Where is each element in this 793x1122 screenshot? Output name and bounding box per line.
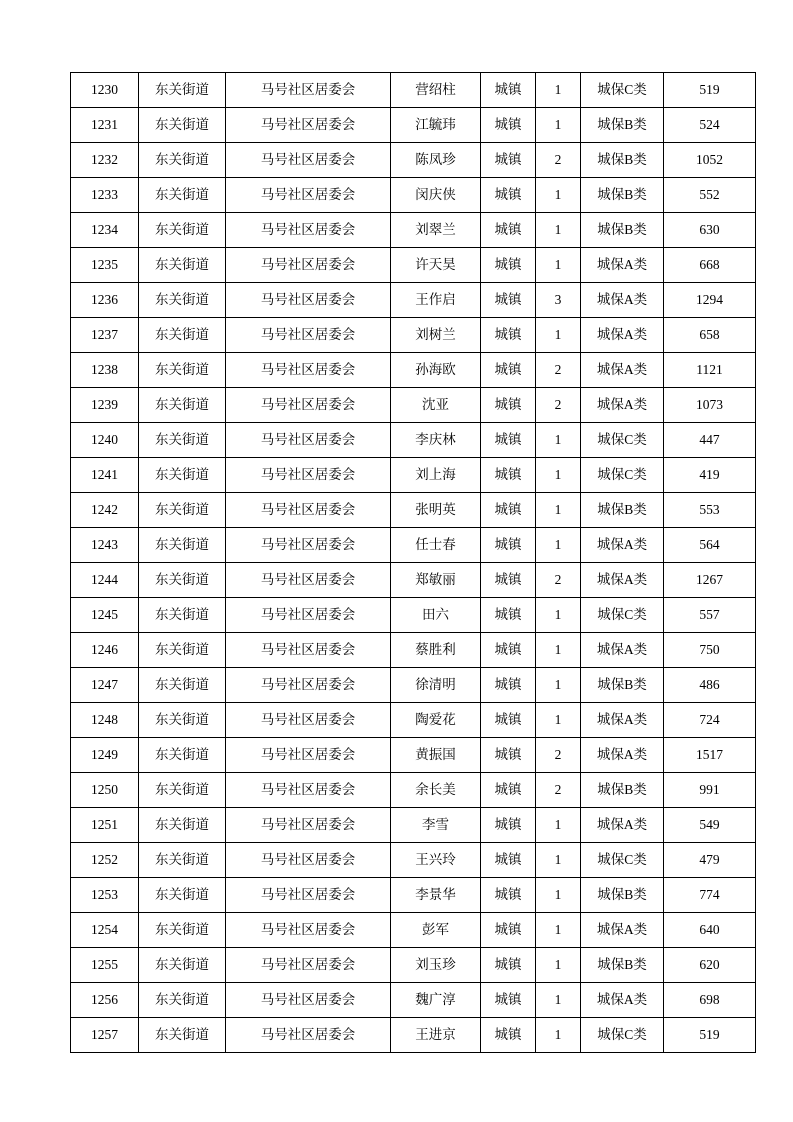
table-row — [71, 493, 756, 528]
cell-amount: 557 — [664, 598, 756, 633]
cell-id: 1247 — [71, 668, 139, 703]
cell-name: 营绍柱 — [391, 73, 481, 108]
table-row — [71, 808, 756, 843]
cell-street: 东关街道 — [139, 248, 226, 283]
cell-name: 孙海欧 — [391, 353, 481, 388]
table-row — [71, 843, 756, 878]
cell-amount: 1073 — [664, 388, 756, 423]
cell-people: 1 — [536, 598, 581, 633]
cell-id: 1253 — [71, 878, 139, 913]
cell-category: 城保B类 — [581, 108, 664, 143]
cell-household: 城镇 — [481, 493, 536, 528]
cell-name: 郑敏丽 — [391, 563, 481, 598]
cell-street: 东关街道 — [139, 178, 226, 213]
cell-street: 东关街道 — [139, 458, 226, 493]
cell-id: 1244 — [71, 563, 139, 598]
cell-id: 1234 — [71, 213, 139, 248]
cell-category: 城保A类 — [581, 528, 664, 563]
cell-community: 马号社区居委会 — [226, 423, 391, 458]
cell-category: 城保B类 — [581, 948, 664, 983]
cell-category: 城保A类 — [581, 563, 664, 598]
cell-id: 1245 — [71, 598, 139, 633]
cell-category: 城保A类 — [581, 738, 664, 773]
cell-id: 1235 — [71, 248, 139, 283]
cell-street: 东关街道 — [139, 1018, 226, 1053]
cell-name: 张明英 — [391, 493, 481, 528]
cell-name: 沈亚 — [391, 388, 481, 423]
cell-category: 城保A类 — [581, 283, 664, 318]
cell-people: 2 — [536, 143, 581, 178]
cell-name: 刘玉珍 — [391, 948, 481, 983]
cell-amount: 1517 — [664, 738, 756, 773]
cell-name: 蔡胜利 — [391, 633, 481, 668]
cell-community: 马号社区居委会 — [226, 213, 391, 248]
cell-amount: 486 — [664, 668, 756, 703]
table-row — [71, 143, 756, 178]
cell-id: 1252 — [71, 843, 139, 878]
cell-community: 马号社区居委会 — [226, 808, 391, 843]
cell-category: 城保A类 — [581, 248, 664, 283]
cell-amount: 698 — [664, 983, 756, 1018]
cell-household: 城镇 — [481, 948, 536, 983]
cell-street: 东关街道 — [139, 703, 226, 738]
cell-street: 东关街道 — [139, 73, 226, 108]
cell-people: 1 — [536, 318, 581, 353]
cell-id: 1240 — [71, 423, 139, 458]
cell-household: 城镇 — [481, 668, 536, 703]
cell-amount: 750 — [664, 633, 756, 668]
cell-household: 城镇 — [481, 598, 536, 633]
cell-category: 城保A类 — [581, 388, 664, 423]
cell-street: 东关街道 — [139, 528, 226, 563]
cell-category: 城保C类 — [581, 843, 664, 878]
cell-id: 1237 — [71, 318, 139, 353]
cell-street: 东关街道 — [139, 633, 226, 668]
cell-name: 刘上海 — [391, 458, 481, 493]
cell-id: 1233 — [71, 178, 139, 213]
cell-household: 城镇 — [481, 143, 536, 178]
cell-people: 1 — [536, 668, 581, 703]
cell-household: 城镇 — [481, 528, 536, 563]
cell-amount: 524 — [664, 108, 756, 143]
cell-people: 1 — [536, 108, 581, 143]
cell-street: 东关街道 — [139, 353, 226, 388]
cell-name: 李景华 — [391, 878, 481, 913]
table-row — [71, 633, 756, 668]
table-row — [71, 388, 756, 423]
table-row — [71, 178, 756, 213]
cell-household: 城镇 — [481, 108, 536, 143]
table-row — [71, 528, 756, 563]
cell-community: 马号社区居委会 — [226, 108, 391, 143]
cell-household: 城镇 — [481, 773, 536, 808]
cell-amount: 549 — [664, 808, 756, 843]
cell-id: 1236 — [71, 283, 139, 318]
cell-community: 马号社区居委会 — [226, 388, 391, 423]
cell-street: 东关街道 — [139, 143, 226, 178]
cell-people: 1 — [536, 843, 581, 878]
cell-category: 城保B类 — [581, 213, 664, 248]
table-row — [71, 318, 756, 353]
cell-category: 城保B类 — [581, 668, 664, 703]
cell-category: 城保B类 — [581, 773, 664, 808]
cell-household: 城镇 — [481, 353, 536, 388]
cell-street: 东关街道 — [139, 493, 226, 528]
cell-people: 1 — [536, 878, 581, 913]
cell-household: 城镇 — [481, 178, 536, 213]
cell-household: 城镇 — [481, 878, 536, 913]
cell-id: 1230 — [71, 73, 139, 108]
cell-community: 马号社区居委会 — [226, 738, 391, 773]
cell-category: 城保C类 — [581, 598, 664, 633]
cell-category: 城保B类 — [581, 178, 664, 213]
cell-people: 2 — [536, 773, 581, 808]
cell-community: 马号社区居委会 — [226, 318, 391, 353]
cell-community: 马号社区居委会 — [226, 178, 391, 213]
cell-name: 王作启 — [391, 283, 481, 318]
cell-name: 魏广淳 — [391, 983, 481, 1018]
cell-id: 1256 — [71, 983, 139, 1018]
cell-id: 1249 — [71, 738, 139, 773]
cell-id: 1231 — [71, 108, 139, 143]
cell-community: 马号社区居委会 — [226, 563, 391, 598]
cell-category: 城保A类 — [581, 913, 664, 948]
cell-amount: 1294 — [664, 283, 756, 318]
cell-people: 1 — [536, 633, 581, 668]
cell-name: 刘树兰 — [391, 318, 481, 353]
cell-id: 1254 — [71, 913, 139, 948]
cell-household: 城镇 — [481, 1018, 536, 1053]
cell-street: 东关街道 — [139, 738, 226, 773]
cell-category: 城保A类 — [581, 808, 664, 843]
cell-community: 马号社区居委会 — [226, 528, 391, 563]
cell-name: 刘翠兰 — [391, 213, 481, 248]
cell-people: 1 — [536, 948, 581, 983]
cell-street: 东关街道 — [139, 668, 226, 703]
cell-people: 1 — [536, 1018, 581, 1053]
cell-name: 闵庆侠 — [391, 178, 481, 213]
cell-amount: 1121 — [664, 353, 756, 388]
cell-name: 李雪 — [391, 808, 481, 843]
cell-name: 田六 — [391, 598, 481, 633]
cell-community: 马号社区居委会 — [226, 633, 391, 668]
table-row — [71, 458, 756, 493]
cell-amount: 668 — [664, 248, 756, 283]
cell-street: 东关街道 — [139, 283, 226, 318]
cell-category: 城保B类 — [581, 493, 664, 528]
cell-amount: 553 — [664, 493, 756, 528]
table-row — [71, 983, 756, 1018]
cell-people: 1 — [536, 178, 581, 213]
cell-community: 马号社区居委会 — [226, 668, 391, 703]
cell-household: 城镇 — [481, 423, 536, 458]
table-row — [71, 668, 756, 703]
table-row — [71, 108, 756, 143]
table-row — [71, 738, 756, 773]
cell-people: 2 — [536, 738, 581, 773]
cell-people: 2 — [536, 353, 581, 388]
table-row — [71, 283, 756, 318]
cell-community: 马号社区居委会 — [226, 73, 391, 108]
cell-amount: 658 — [664, 318, 756, 353]
cell-people: 1 — [536, 493, 581, 528]
cell-community: 马号社区居委会 — [226, 773, 391, 808]
table-row — [71, 1018, 756, 1053]
table-row — [71, 773, 756, 808]
cell-amount: 519 — [664, 1018, 756, 1053]
cell-amount: 479 — [664, 843, 756, 878]
cell-people: 1 — [536, 458, 581, 493]
cell-people: 2 — [536, 388, 581, 423]
cell-street: 东关街道 — [139, 773, 226, 808]
cell-street: 东关街道 — [139, 318, 226, 353]
cell-amount: 564 — [664, 528, 756, 563]
cell-people: 1 — [536, 703, 581, 738]
table-row — [71, 563, 756, 598]
cell-community: 马号社区居委会 — [226, 353, 391, 388]
cell-category: 城保C类 — [581, 73, 664, 108]
table-row — [71, 353, 756, 388]
cell-people: 1 — [536, 808, 581, 843]
cell-street: 东关街道 — [139, 948, 226, 983]
cell-household: 城镇 — [481, 983, 536, 1018]
cell-amount: 419 — [664, 458, 756, 493]
cell-household: 城镇 — [481, 913, 536, 948]
cell-category: 城保A类 — [581, 703, 664, 738]
cell-id: 1239 — [71, 388, 139, 423]
cell-name: 徐清明 — [391, 668, 481, 703]
cell-community: 马号社区居委会 — [226, 283, 391, 318]
cell-id: 1246 — [71, 633, 139, 668]
cell-category: 城保C类 — [581, 458, 664, 493]
cell-street: 东关街道 — [139, 108, 226, 143]
cell-community: 马号社区居委会 — [226, 843, 391, 878]
cell-people: 1 — [536, 73, 581, 108]
cell-category: 城保A类 — [581, 983, 664, 1018]
table-row — [71, 248, 756, 283]
cell-name: 任士春 — [391, 528, 481, 563]
cell-people: 1 — [536, 423, 581, 458]
cell-name: 陈凤珍 — [391, 143, 481, 178]
cell-amount: 630 — [664, 213, 756, 248]
cell-street: 东关街道 — [139, 878, 226, 913]
cell-name: 王兴玲 — [391, 843, 481, 878]
cell-name: 许天昊 — [391, 248, 481, 283]
cell-category: 城保A类 — [581, 633, 664, 668]
cell-people: 3 — [536, 283, 581, 318]
cell-household: 城镇 — [481, 563, 536, 598]
cell-amount: 447 — [664, 423, 756, 458]
cell-community: 马号社区居委会 — [226, 1018, 391, 1053]
cell-household: 城镇 — [481, 738, 536, 773]
cell-id: 1255 — [71, 948, 139, 983]
cell-community: 马号社区居委会 — [226, 913, 391, 948]
cell-id: 1241 — [71, 458, 139, 493]
cell-street: 东关街道 — [139, 913, 226, 948]
cell-street: 东关街道 — [139, 213, 226, 248]
cell-amount: 640 — [664, 913, 756, 948]
cell-household: 城镇 — [481, 633, 536, 668]
subsidy-table — [70, 72, 756, 1053]
cell-community: 马号社区居委会 — [226, 983, 391, 1018]
table-row — [71, 878, 756, 913]
cell-people: 1 — [536, 528, 581, 563]
cell-community: 马号社区居委会 — [226, 493, 391, 528]
cell-name: 王进京 — [391, 1018, 481, 1053]
cell-amount: 552 — [664, 178, 756, 213]
cell-community: 马号社区居委会 — [226, 948, 391, 983]
cell-street: 东关街道 — [139, 983, 226, 1018]
cell-name: 余长美 — [391, 773, 481, 808]
cell-people: 2 — [536, 563, 581, 598]
cell-household: 城镇 — [481, 248, 536, 283]
cell-amount: 1267 — [664, 563, 756, 598]
cell-community: 马号社区居委会 — [226, 458, 391, 493]
cell-category: 城保B类 — [581, 143, 664, 178]
cell-id: 1232 — [71, 143, 139, 178]
cell-household: 城镇 — [481, 213, 536, 248]
cell-amount: 620 — [664, 948, 756, 983]
cell-name: 江毓玮 — [391, 108, 481, 143]
cell-street: 东关街道 — [139, 598, 226, 633]
cell-household: 城镇 — [481, 458, 536, 493]
table-row — [71, 703, 756, 738]
cell-category: 城保A类 — [581, 318, 664, 353]
cell-amount: 519 — [664, 73, 756, 108]
cell-id: 1250 — [71, 773, 139, 808]
cell-street: 东关街道 — [139, 808, 226, 843]
table-row — [71, 423, 756, 458]
cell-household: 城镇 — [481, 703, 536, 738]
cell-name: 黄振国 — [391, 738, 481, 773]
table-row — [71, 598, 756, 633]
table-row — [71, 948, 756, 983]
cell-amount: 991 — [664, 773, 756, 808]
table-row — [71, 913, 756, 948]
cell-id: 1257 — [71, 1018, 139, 1053]
cell-name: 彭军 — [391, 913, 481, 948]
cell-id: 1251 — [71, 808, 139, 843]
cell-household: 城镇 — [481, 318, 536, 353]
cell-people: 1 — [536, 913, 581, 948]
cell-community: 马号社区居委会 — [226, 598, 391, 633]
table-row — [71, 213, 756, 248]
cell-household: 城镇 — [481, 843, 536, 878]
cell-community: 马号社区居委会 — [226, 703, 391, 738]
cell-community: 马号社区居委会 — [226, 143, 391, 178]
cell-name: 陶爱花 — [391, 703, 481, 738]
cell-street: 东关街道 — [139, 843, 226, 878]
cell-household: 城镇 — [481, 283, 536, 318]
cell-street: 东关街道 — [139, 423, 226, 458]
cell-people: 1 — [536, 983, 581, 1018]
cell-household: 城镇 — [481, 73, 536, 108]
cell-amount: 774 — [664, 878, 756, 913]
cell-name: 李庆林 — [391, 423, 481, 458]
cell-street: 东关街道 — [139, 563, 226, 598]
cell-amount: 1052 — [664, 143, 756, 178]
cell-category: 城保B类 — [581, 878, 664, 913]
cell-id: 1238 — [71, 353, 139, 388]
cell-street: 东关街道 — [139, 388, 226, 423]
cell-category: 城保A类 — [581, 353, 664, 388]
cell-people: 1 — [536, 213, 581, 248]
cell-category: 城保C类 — [581, 1018, 664, 1053]
cell-people: 1 — [536, 248, 581, 283]
cell-amount: 724 — [664, 703, 756, 738]
cell-id: 1242 — [71, 493, 139, 528]
cell-community: 马号社区居委会 — [226, 248, 391, 283]
cell-id: 1248 — [71, 703, 139, 738]
table-body — [71, 73, 756, 1053]
cell-category: 城保C类 — [581, 423, 664, 458]
cell-community: 马号社区居委会 — [226, 878, 391, 913]
cell-household: 城镇 — [481, 808, 536, 843]
cell-household: 城镇 — [481, 388, 536, 423]
table-row — [71, 73, 756, 108]
cell-id: 1243 — [71, 528, 139, 563]
